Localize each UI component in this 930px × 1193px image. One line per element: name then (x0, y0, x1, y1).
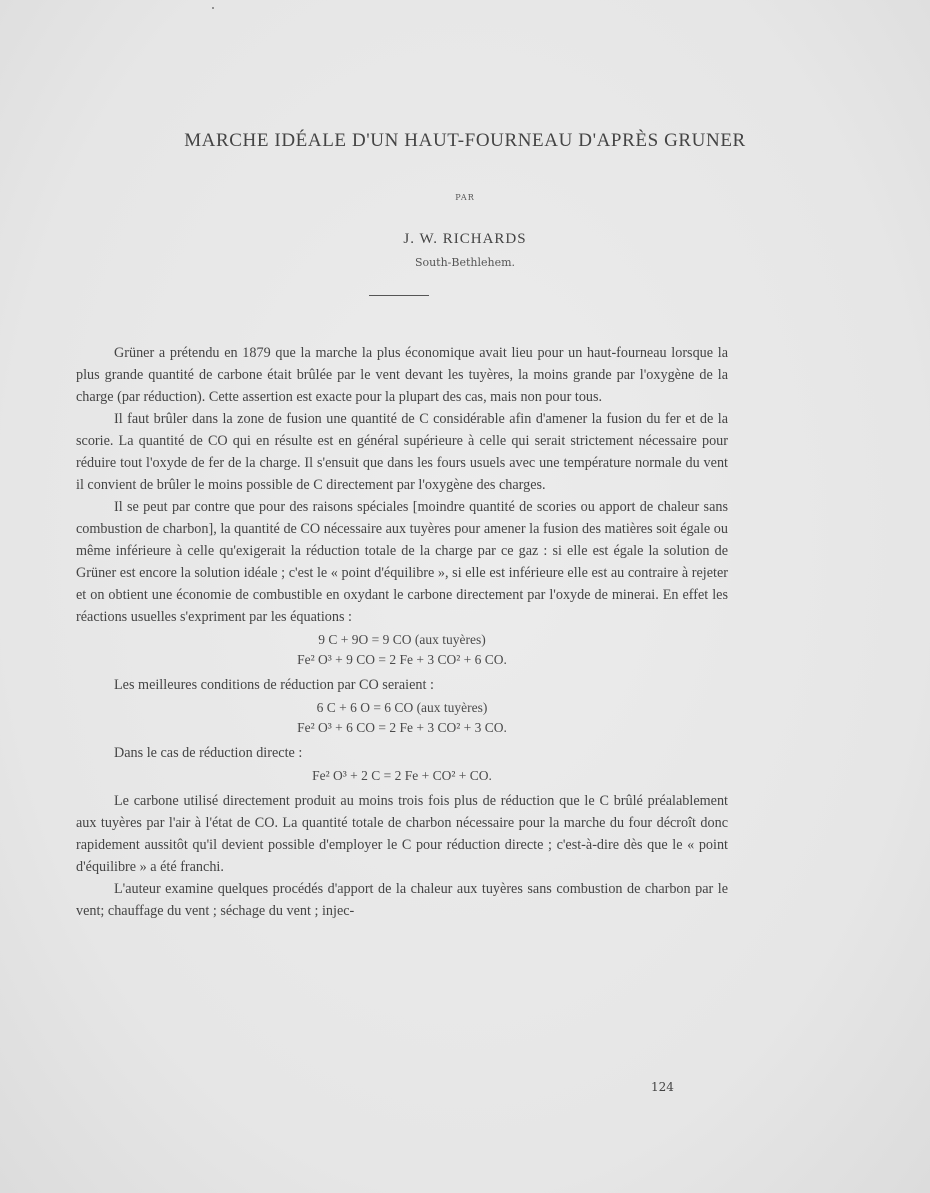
equation-block-1 (76, 630, 728, 670)
equation: Fe² O³ + 9 CO = 2 Fe + 3 CO² + 6 CO. (297, 652, 507, 667)
equation: Fe² O³ + 6 CO = 2 Fe + 3 CO² + 3 CO. (297, 720, 507, 735)
paragraph-3: Il se peut par contre que pour des raisons spéciales [moindre quantité de scories ou apport de chaleur sans combustion de charbon], la quantité de CO nécessaire aux tuyères pour amener la fusion des matières soit égale ou même inférieure à celle qu'exigerait la réduction totale de la charge par ce gaz : si elle est égale la solution de Grüner est encore la solution idéale ; c'est le « point d'équilibre », si elle est inférieure elle est au contraire à rejeter et on obtient une économie de combustible en oxydant le carbone directement par l'oxyde de minerai. En effet les réactions usuelles s'expriment par les équations : (76, 499, 728, 625)
page-number: 124 (651, 1080, 674, 1094)
article-body (76, 342, 728, 922)
paragraph-5: Dans le cas de réduction directe : (114, 745, 303, 761)
par-label: PAR (455, 193, 475, 202)
equation: 9 C + 9O = 9 CO (aux tuyères) (318, 632, 486, 647)
equation: 6 C + 6 O = 6 CO (aux tuyères) (316, 700, 488, 715)
paragraph-7: L'auteur examine quelques procédés d'apport de la chaleur aux tuyères sans combustion de charbon par le vent; chauffage du vent ; séchage du vent ; injec- (76, 881, 728, 919)
paragraph-1: Grüner a prétendu en 1879 que la marche la plus économique avait lieu pour un haut-fourneau lorsque la plus grande quantité de carbone était brûlée par le vent devant les tuyères, la moins grande par l'oxygène de la charge (par réduction). Cette assertion est exacte pour la plupart des cas, mais non pour tous. (76, 345, 728, 405)
author-name: J. W. RICHARDS (403, 231, 527, 247)
speck (212, 7, 214, 9)
equation-block-3 (76, 766, 728, 786)
author-affiliation: South-Bethlehem. (414, 256, 516, 269)
equation-block-2 (76, 698, 728, 738)
equation: Fe² O³ + 2 C = 2 Fe + CO² + CO. (312, 768, 492, 783)
article-title: MARCHE IDÉALE D'UN HAUT-FOURNEAU D'APRÈS GRUNER (184, 130, 746, 151)
paragraph-2: Il faut brûler dans la zone de fusion une quantité de C considérable afin d'amener la fusion du fer et de la scorie. La quantité de CO qui en résulte est en général supérieure à celle qui serait strictement nécessaire pour réduire tout l'oxyde de fer de la charge. Il s'ensuit que dans les fours usuels avec une température normale du vent il convient de brûler le moins possible de C directement par l'oxygène des charges. (76, 411, 728, 493)
paragraph-6: Le carbone utilisé directement produit au moins trois fois plus de réduction que le C brûlé préalablement aux tuyères par l'air à l'état de CO. La quantité totale de charbon nécessaire pour la marche du four décroît donc rapidement aussitôt qu'il devient possible d'employer le C pour réduction directe ; c'est-à-dire dès que le « point d'équilibre » a été franchi. (76, 793, 728, 875)
title-divider (369, 295, 429, 296)
paragraph-4: Les meilleures conditions de réduction par CO seraient : (114, 677, 434, 693)
